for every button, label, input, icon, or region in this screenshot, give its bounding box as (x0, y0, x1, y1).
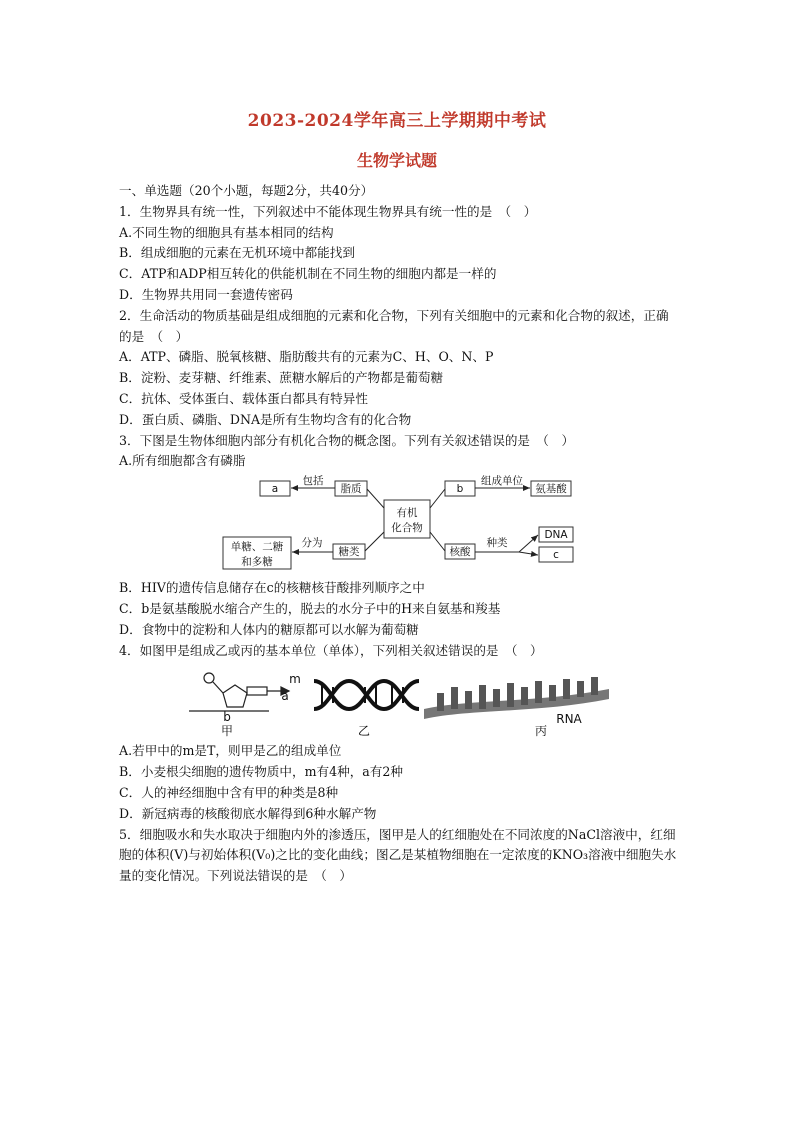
nucleotide-figure (119, 663, 679, 739)
section-heading: 一、单选题（20个小题，每题2分，共40分） (119, 183, 374, 198)
edge-kind: 种类 (486, 537, 508, 550)
question-3-option-a: A.所有细胞都含有磷脂 (119, 453, 246, 469)
question-3-option-b: B．HIV的遗传信息储存在c的核糖核苷酸排列顺序之中 (119, 580, 425, 596)
edge-include: 包括 (302, 475, 324, 488)
concept-b: b (456, 483, 464, 496)
concept-map-figure (119, 476, 679, 574)
label-b: b (223, 710, 231, 725)
edge-unit: 组成单位 (481, 475, 523, 488)
question-1-option-c: C．ATP和ADP相互转化的供能机制在不同生物的细胞内都是一样的 (119, 266, 497, 282)
question-4-stem: 4．如图甲是组成乙或丙的基本单位（单体），下列相关叙述错误的是 （ ） (119, 642, 543, 658)
nucleotide-diagram (189, 673, 289, 711)
question-4-option-a: A.若甲中的m是T，则甲是乙的组成单位 (119, 743, 342, 759)
question-1-stem: 1．生物界具有统一性，下列叙述中不能体现生物界具有统一性的是 （ ） (119, 203, 537, 219)
concept-c: c (553, 549, 559, 562)
label-jia: 甲 (220, 724, 234, 739)
question-4-option-d: D．新冠病毒的核酸彻底水解得到6种水解产物 (119, 805, 377, 821)
concept-amino: 氨基酸 (535, 483, 567, 496)
question-5-stem: 5．细胞吸水和失水取决于细胞内外的渗透压，图甲是人的红细胞处在不同浓度的NaCl溶液中，红细胞的体积(V)与初始体积(V₀)之比的变化曲线；图乙是某植物细胞在一定浓度的KNO₃溶液中细胞失水量的变化情况。下列说法错误的是 （ ） (119, 826, 677, 884)
question-1-option-d: D．生物界共用同一套遗传密码 (119, 286, 293, 302)
question-1-option-b: B．组成细胞的元素在无机环境中都能找到 (119, 245, 355, 261)
page-title: 2023-2024学年高三上学期期中考试 (247, 111, 547, 131)
question-3-option-d: D．食物中的淀粉和人体内的糖原都可以水解为葡萄糖 (119, 621, 419, 637)
label-bing: 丙 (534, 724, 548, 739)
question-3-stem: 3．下图是生物体细胞内部分有机化合物的概念图。下列有关叙述错误的是 （ ） (119, 432, 575, 448)
concept-nucleic: 核酸 (449, 546, 471, 559)
label-rna: RNA (556, 712, 582, 727)
concept-center-line2: 化合物 (391, 522, 423, 535)
page-subtitle: 生物学试题 (356, 151, 437, 170)
concept-lipid: 脂质 (340, 483, 362, 496)
edge-divide: 分为 (301, 537, 323, 550)
concept-dna: DNA (544, 529, 568, 542)
concept-sugar: 糖类 (338, 546, 360, 559)
label-m: m (289, 672, 301, 687)
question-2-option-c: C．抗体、受体蛋白、载体蛋白都具有特异性 (119, 390, 368, 406)
question-4-option-b: B．小麦根尖细胞的遗传物质中，m有4种，a有2种 (119, 764, 404, 780)
question-4-option-c: C．人的神经细胞中含有甲的种类是8种 (119, 784, 339, 800)
exam-content (119, 181, 679, 887)
concept-mono-line1: 单糖、二糖 (230, 541, 284, 554)
question-3-option-c: C．b是氨基酸脱水缩合产生的，脱去的水分子中的H来自氨基和羧基 (119, 600, 501, 616)
question-2-option-a: A．ATP、磷脂、脱氧核糖、脂肪酸共有的元素为C、H、O、N、P (119, 349, 494, 365)
question-2-option-b: B．淀粉、麦芽糖、纤维素、蔗糖水解后的产物都是葡萄糖 (119, 370, 444, 386)
concept-a: a (271, 483, 279, 496)
question-1-option-a: A.不同生物的细胞具有基本相同的结构 (119, 224, 334, 240)
label-yi: 乙 (357, 724, 371, 739)
label-a: a (281, 689, 289, 704)
concept-center-line1: 有机 (396, 507, 418, 520)
question-2-option-d: D．蛋白质、磷脂、DNA是所有生物均含有的化合物 (119, 411, 412, 427)
concept-mono-line2: 和多糖 (241, 556, 273, 569)
question-2-stem: 2．生命活动的物质基础是组成细胞的元素和化合物，下列有关细胞中的元素和化合物的叙述，正确的是 （ ） (119, 307, 669, 344)
